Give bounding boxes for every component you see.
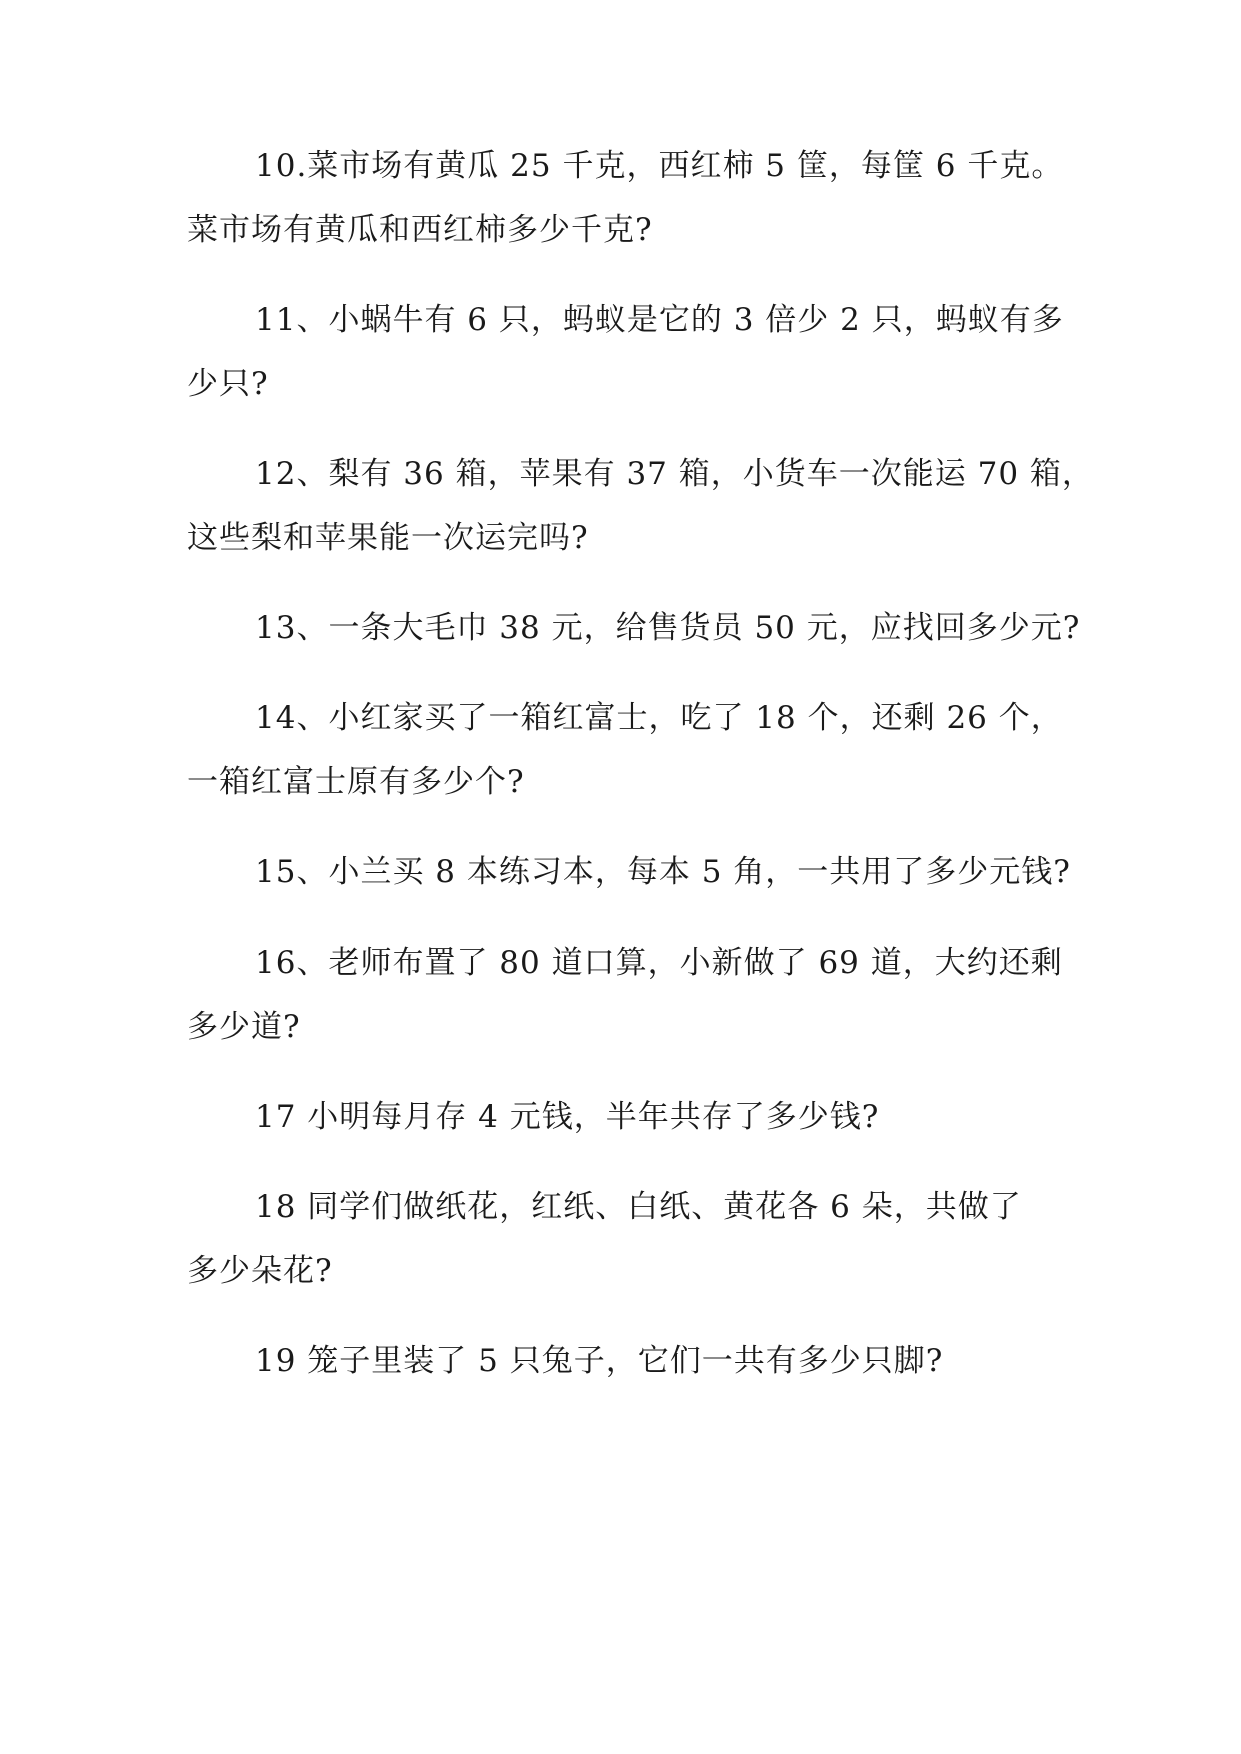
problem-18-line-2: 多少朵花? <box>187 1253 333 1289</box>
problem-16-line-1: 16、老师布置了 80 道口算，小新做了 69 道，大约还剩 <box>255 945 1063 981</box>
problem-13-line-1: 13、一条大毛巾 38 元，给售货员 50 元，应找回多少元? <box>255 610 1081 646</box>
problem-12-line-2: 这些梨和苹果能一次运完吗? <box>187 520 589 556</box>
problem-12-line-1: 12、梨有 36 箱，苹果有 37 箱，小货车一次能运 70 箱， <box>255 456 1094 492</box>
problem-17-line-1: 17 小明每月存 4 元钱，半年共存了多少钱? <box>255 1099 880 1135</box>
problem-14-line-2: 一箱红富士原有多少个? <box>187 764 525 800</box>
problem-15-line-1: 15、小兰买 8 本练习本，每本 5 角，一共用了多少元钱? <box>255 854 1071 890</box>
problem-14-line-1: 14、小红家买了一箱红富士，吃了 18 个，还剩 26 个， <box>255 700 1063 736</box>
problem-16-line-2: 多少道? <box>187 1009 301 1045</box>
problem-10-line-1: 10.菜市场有黄瓜 25 千克，西红柿 5 筐，每筐 6 千克。 <box>255 148 1064 184</box>
problem-18-line-1: 18 同学们做纸花，红纸、白纸、黄花各 6 朵，共做了 <box>255 1189 1022 1225</box>
problem-10-line-2: 菜市场有黄瓜和西红柿多少千克? <box>187 212 653 248</box>
problem-19-line-1: 19 笼子里装了 5 只兔子，它们一共有多少只脚? <box>255 1343 944 1379</box>
problem-11-line-2: 少只? <box>187 366 269 402</box>
problem-11-line-1: 11、小蜗牛有 6 只，蚂蚁是它的 3 倍少 2 只，蚂蚁有多 <box>255 302 1064 338</box>
